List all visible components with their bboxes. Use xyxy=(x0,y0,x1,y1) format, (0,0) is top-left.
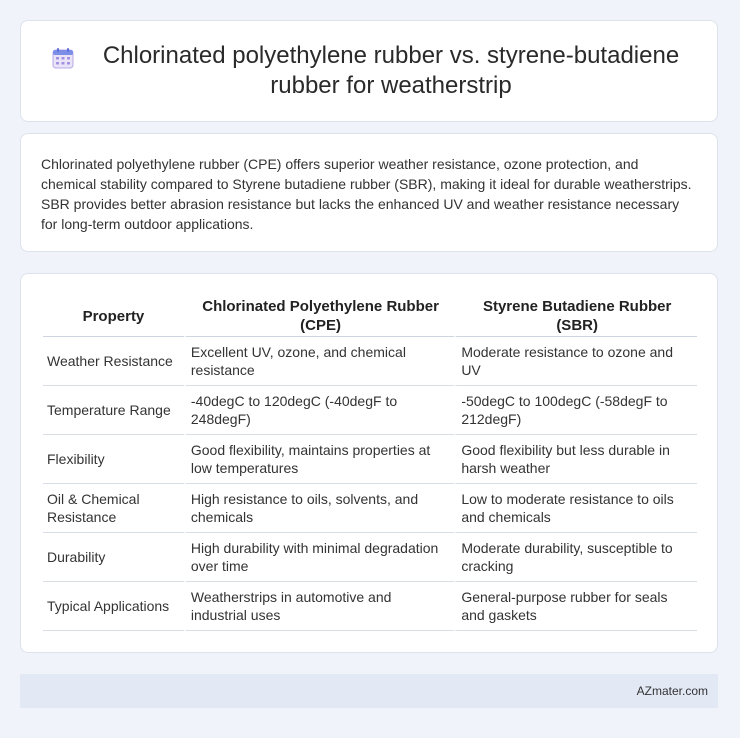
page-title: Chlorinated polyethylene rubber vs. styrene-butadiene rubber for weatherstrip xyxy=(102,42,680,99)
row-sbr-value: General-purpose rubber for seals and gaskets xyxy=(454,582,697,631)
row-sbr-value: Moderate resistance to ozone and UV xyxy=(454,337,697,386)
title-card xyxy=(20,20,718,122)
row-property: Flexibility xyxy=(43,435,184,484)
table-row xyxy=(43,582,697,631)
row-property: Typical Applications xyxy=(43,582,184,631)
footer-brand: AZmater.com xyxy=(636,684,708,698)
row-sbr-value: Good flexibility but less durable in harsh weather xyxy=(454,435,697,484)
summary-text: Chlorinated polyethylene rubber (CPE) offers superior weather resistance, ozone protection, and chemical stability compared to Styrene butadiene rubber (SBR), making it ideal for durable weatherstrips. SBR provides better abrasion resistance but lacks the enhanced UV and weather resistance necessary for long-term outdoor applications. xyxy=(41,156,692,232)
row-property: Durability xyxy=(43,533,184,582)
summary-card xyxy=(20,133,718,252)
table-row xyxy=(43,386,697,435)
table-card xyxy=(20,273,718,653)
row-property: Oil & Chemical Resistance xyxy=(43,484,184,533)
row-cpe-value: -40degC to 120degC (-40degF to 248degF) xyxy=(184,386,454,435)
table-header-row xyxy=(43,296,697,337)
row-property: Temperature Range xyxy=(43,386,184,435)
footer xyxy=(20,674,718,708)
row-cpe-value: Excellent UV, ozone, and chemical resistance xyxy=(184,337,454,386)
header-sbr: Styrene Butadiene Rubber (SBR) xyxy=(454,296,697,337)
row-cpe-value: High durability with minimal degradation over time xyxy=(184,533,454,582)
row-cpe-value: High resistance to oils, solvents, and chemicals xyxy=(184,484,454,533)
table-row xyxy=(43,337,697,386)
table-row xyxy=(43,533,697,582)
row-sbr-value: -50degC to 100degC (-58degF to 212degF) xyxy=(454,386,697,435)
row-sbr-value: Low to moderate resistance to oils and chemicals xyxy=(454,484,697,533)
calendar-icon xyxy=(52,47,74,69)
row-cpe-value: Weatherstrips in automotive and industrial uses xyxy=(184,582,454,631)
row-cpe-value: Good flexibility, maintains properties at low temperatures xyxy=(184,435,454,484)
title-wrap xyxy=(49,41,689,101)
table-row xyxy=(43,484,697,533)
row-sbr-value: Moderate durability, susceptible to cracking xyxy=(454,533,697,582)
table-row xyxy=(43,435,697,484)
header-cpe: Chlorinated Polyethylene Rubber (CPE) xyxy=(184,296,454,337)
row-property: Weather Resistance xyxy=(43,337,184,386)
header-property: Property xyxy=(43,296,184,337)
comparison-table xyxy=(43,296,697,631)
